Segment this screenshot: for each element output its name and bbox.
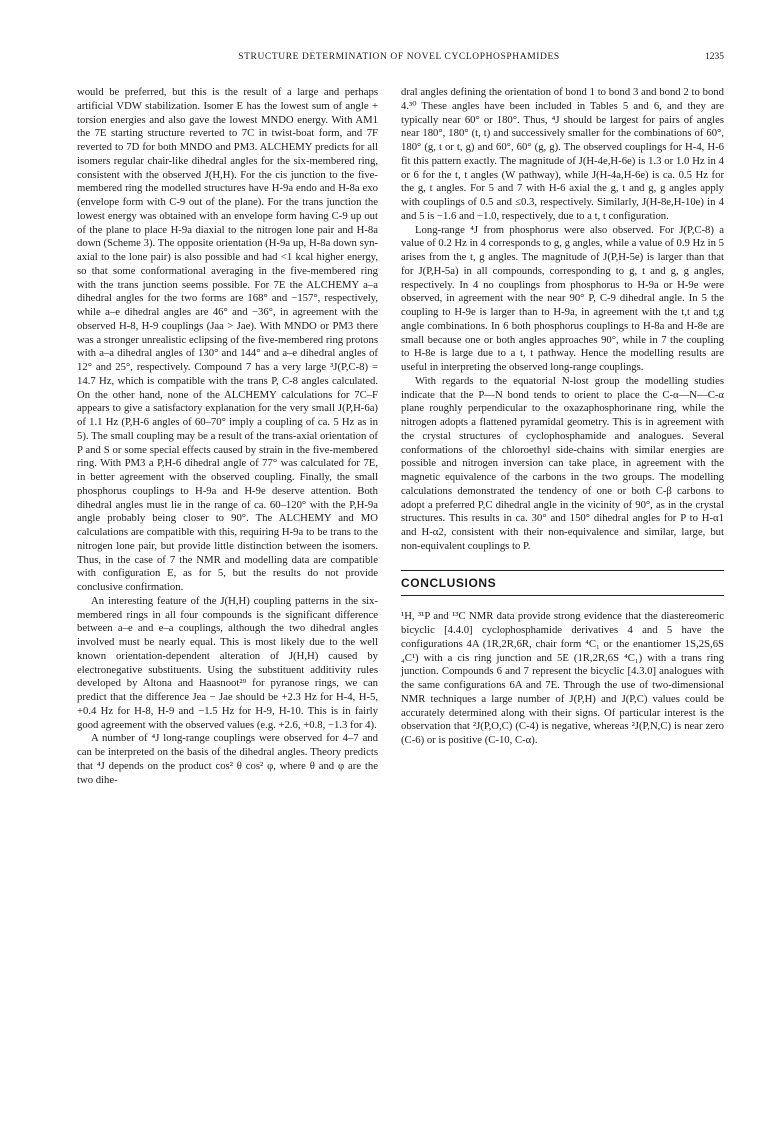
right-column — [401, 86, 724, 748]
running-head: STRUCTURE DETERMINATION OF NOVEL CYCLOPHOSPHAMIDES — [238, 52, 560, 62]
section-rule-bottom — [401, 595, 724, 596]
paragraph-right-1: dral angles defining the orientation of bond 1 to bond 3 and bond 2 to bond 4.³⁰ These angles have been included in Tables 5 and 6, and they are typically near 60° or 180°. Thus, ⁴J should be largest for pairs of angles near 180°, 180° (t, t) and successively smaller for the combinations of 60°, 180° (g, t or t, g) and 60°, 60° (g, g). The observed couplings for H-4, H-6 fit this pattern exactly. The magnitude of J(H-4e,H-6e) is 1.3 or 1.0 Hz in 4 or 6 for the t, t angles (W pathway), while J(H-4a,H-6e) is ca. 0.5 Hz for the g, t angles. For 5 and 7 with H-6 axial the g, t and g, g angles apply with couplings of 0.5 and ≤0.3, respectively. Similarly, J(H-8e,H-10e) in 4 and 5 is −1.6 and −1.0, respectively, due to a t, t configuration. — [401, 86, 724, 222]
conclusions-paragraph: ¹H, ³¹P and ¹³C NMR data provide strong evidence that the diastereomeric bicyclic [4.4.0] cyclophosphamide derivatives 4 and 5 have the configurations 4A (1R,2R,6R, chair form ⁴C₁ or the enantiomer 1S,2S,6S ₄C¹) with a cis ring junction and 5E (1R,2R,6S ⁴C₁) with a trans ring junction. Compounds 6 and 7 represent the bicyclic [4.3.0] analogues with the same configurations 6A and 7E. Through the use of two-dimensional NMR techniques a large number of J(P,H) and J(P,C) values could be accurately determined along with their signs. Of particular interest is the observation that ²J(P,O,C) (C-4) is negative, whereas ²J(P,N,C) is near zero (C-6) or is positive (C-10, C-α). — [401, 610, 724, 746]
paragraph-left-1: would be preferred, but this is the result of a large and perhaps artificial VDW stabilization. Isomer E has the lowest sum of angle + torsion energies and also gave the lowest MNDO energy. With AM1 the 7E starting structure reverted to 7C in twist-boat form, and 7F reverted to 7D for both MNDO and PM3. ALCHEMY predicts for all isomers regular chair-like dihedral angles for the six-membered ring, consistent with the observed J(H,H). For the cis junction to the five-membered ring the modelled structures have H-9a endo and H-8a exo (envelope form with C-9 out of the plane). For the trans junction the lowest energy was obtained with an envelope form having C-9 up out of the plane to place H-9a diaxial to the nitrogen lone pair and H-8a down (Scheme 3). The opposite orientation (H-9a up, H-8a down syn-axial to the lone pair) is also possible and had <1 kcal higher energy, so that some conformational averaging in the five-membered ring with the trans junction seems possible. For 7E the ALCHEMY a–a dihedral angles for the two forms are 168° and −157°, respectively, while a–e dihedral angles are 46° and −36°, in agreement with the observed H-8, H-9 couplings (Jaa > Jae). With MNDO or PM3 there was a stronger unrealistic eclipsing of the five-membered ring protons with a–a dihedral angles of 130° and 144° and a–e dihedral angles of 12° and 25°, respectively. Compound 7 has a very large ³J(P,C-8) = 14.7 Hz, which is compatible with the trans P, C-8 angles calculated. On the other hand, none of the ALCHEMY calculations for 7C–F appears to give a satisfactory explanation for the very small J(P,H-6a) of 1.1 Hz (P,H-6 angles of 60–70° imply a coupling of ca. 5 Hz as in 5). The small coupling may be a result of the trans-axial orientation of P and S or some special effects caused by strain in the five-membered ring. With PM3 a P,H-6 dihedral angle of 77° was calculated for 7E, in better agreement with the observed coupling. Finally, the small phosphorus couplings to H-9a and H-9e deserve attention. Both dihedral angles must lie in the range of ca. 60–120° with the P,H-9a angle probably being closer to 90°. The ALCHEMY and MO calculations are compatible with this, requiring H-9a to be trans to the nitrogen lone pair, but provide little distinction between the isomers. Thus, in the case of 7 the NMR and modelling data are compatible with configuration E, as for 5, but the results do not provide conclusive confirmation. — [77, 86, 378, 593]
page-header — [74, 52, 724, 68]
page-number: 1235 — [705, 52, 724, 62]
paragraph-left-3: A number of ⁴J long-range couplings were observed for 4–7 and can be interpreted on the basis of the dihedral angles. Theory predicts that ⁴J depends on the product cos² θ cos² φ, where θ and φ are the two dihe- — [77, 732, 378, 786]
conclusions-heading: CONCLUSIONS — [401, 575, 497, 590]
paragraph-right-3: With regards to the equatorial N-lost group the modelling studies indicate that the P—N bond tends to orient to place the C-α—N—C-α plane roughly perpendicular to the oxazaphosphorinane ring, while the nitrogen adopts a flattened pyramidal geometry. This is in agreement with the crystal structures of cyclophosphamide and analogues. Several conformations of the chloroethyl side-chains with similar energies are possible and nitrogen inversion can take place, in agreement with the magnetic equivalence of the carbons in the two groups. The modelling calculations demonstrated the tendency of one or both C-β carbons to adopt a preferred P,C dihedral angle in the vicinity of 90°, as in the crystal structures. This results in ca. 30° and 150° dihedral angles for P to H-α1 and H-α2, consistent with their non-equivalence and similar, large, but non-equivalent couplings to P. — [401, 374, 724, 552]
left-column — [77, 86, 378, 787]
section-rule-top — [401, 570, 724, 571]
paragraph-left-2: An interesting feature of the J(H,H) coupling patterns in the six-membered rings in all four compounds is the significant difference between a–e and e–a couplings, although the two dihedral angles involved must be nearly equal. This is most likely due to the well known orientation-dependent alteration of J(H,H) caused by electronegative substituents. Using the substituent additivity rules developed by Altona and Haasnoot²⁹ for pyranose rings, we can predict that the difference Jea − Jae should be +2.3 Hz for H-4, H-5, +0.4 Hz for H-8, H-9 and −1.5 Hz for H-9, H-10. This is in fairly good agreement with the observed values (e.g. +2.6, +0.8, −1.3 for 4). — [77, 594, 378, 731]
paragraph-right-2: Long-range ⁴J from phosphorus were also observed. For J(P,C-8) a value of 0.2 Hz in 4 corresponds to g, g angles, while a value of 0.9 Hz in 5 arises from the t, g angles. The magnitude of J(P,H-5e) is larger than that for J(P,H-5a) in all compounds, corresponding to g, t and g, g angles, respectively. In 4 no couplings from phosphorus to H-9a or H-9e were observed, in agreement with the near 90° P, C-9 dihedral angle. In 5 the coupling to H-9e is larger than to H-9a, in agreement with the t,t and t,g angle combinations. In 6 both phosphorus couplings to H-8a and H-8e are small because one or both angles approaches 90°, while in 7 the coupling to H-8e is large due to a t, t pathway. Hence the modelling results are useful in interpreting the observed long-range couplings. — [401, 223, 724, 373]
